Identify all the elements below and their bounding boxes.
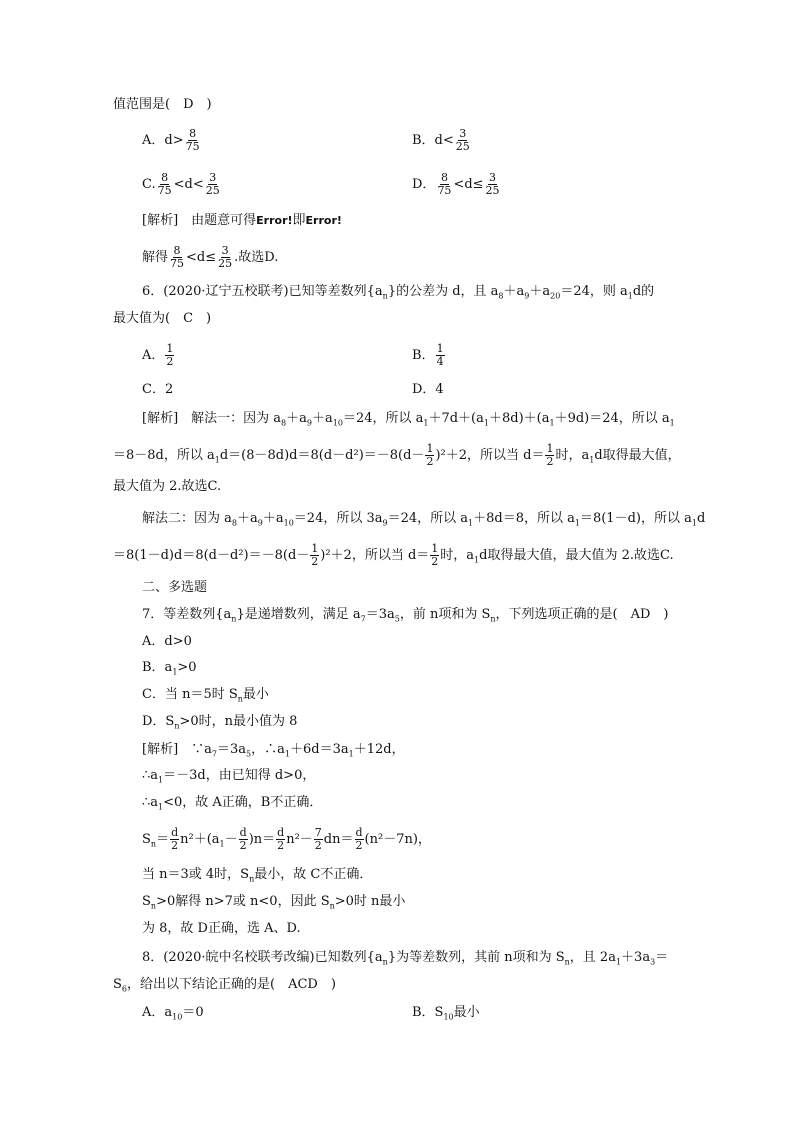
q8-stem: 8．(2020·皖中名校联考改编)已知数列$\{a_n\}$为等差数列，其前 n项和为 $S_n$，且 $2a_1+3a_3=$ (142, 950, 669, 967)
q8-stem-tail: $S_6$，给出以下结论正确的是( ACD ) (113, 977, 336, 994)
q7-stem: 7．等差数列$\{a_n\}$是递增数列，满足 $a_7=3a_5$，前 n项和为 $S_n$，下列选项正确的是( AD ) (142, 607, 669, 624)
q6-option-a: A． $\frac{1}{2}$ (142, 342, 174, 368)
q6-solution-1-line2: ＝8－8d，所以 $a_1d=(8-8d)d=8(d-d^2)=-8(d-$ $\frac{1}{2}$ )²＋2，所以当 d＝ $\frac{1}{2}$ 时，$a_1d$取得最大值， (113, 442, 681, 468)
q7-option-d: D．$S_n>0$时，n最小值为 8 (142, 714, 298, 731)
q6-option-d: D．4 (412, 382, 444, 397)
q5-analysis-result: 解得 $\frac{8}{75}$ <d≤ $\frac{3}{25}$ .故选D. (142, 244, 279, 270)
q6-stem: 6．(2020·辽宁五校联考)已知等差数列$\{a_n\}$的公差为 d，且 $a_8+a_9+a_{20}=24$，则 $a_1d$的 (142, 284, 655, 301)
q5-option-c: C. $\frac{8}{75}$ <d< $\frac{3}{25}$ (142, 171, 220, 197)
q6-solution-2-line1: 解法二：因为 $a_8+a_9+a_{10}=24$，所以 $3a_9=24$，所以 $a_1+8d=8$，所以 $a_1=8(1-d)$，所以 $a_1d$ (142, 511, 706, 528)
q7-option-a: A．d>0 (142, 634, 192, 649)
q6-stem-tail: 最大值为( C ) (113, 311, 212, 326)
q5-option-b: B．d< $\frac{3}{25}$ (412, 127, 470, 153)
q6-option-c: C．2 (142, 382, 174, 397)
q6-option-b: B． $\frac{1}{4}$ (412, 342, 444, 368)
q6-solution-1-line1: [解析] 解法一：因为 $a_8+a_9+a_{10}=24$，所以 $a_1+7d+(a_1+8d)+(a_1+9d)=24$，所以 $a_1$ (142, 411, 675, 428)
q5-option-d: D． $\frac{8}{75}$ <d≤ $\frac{3}{25}$ (412, 171, 500, 197)
q7-analysis-line1: [解析] $\because a_7=3a_5$，$\therefore a_1+6d=3a_1+12d$， (142, 742, 405, 759)
q5-option-a: A．d> $\frac{8}{75}$ (142, 127, 200, 153)
q5-stem-tail: 值范围是( D ) (113, 97, 212, 112)
q7-analysis-line6: $S_n>0$解得 n>7或 n<0，因此 $S_n>0$时 n最小 (142, 894, 406, 911)
q8-option-b: B．$S_{10}$最小 (412, 1005, 480, 1022)
q6-solution-2-line2: ＝8(1－d)d＝8(d－d²)＝－8(d－ $\frac{1}{2}$ )²＋2，所以当 d＝ $\frac{1}{2}$ 时，$a_1d$取得最大值，最大值为 2.故选C. (113, 542, 674, 568)
q7-option-c: C．当 n＝5时 $S_n$最小 (142, 687, 269, 704)
q7-analysis-line2: $\therefore a_1=-3d$，由已知得 d>0， (142, 768, 316, 785)
q7-analysis-line3: $\therefore a_1<0$，故 A正确，B不正确． (142, 795, 323, 812)
q7-option-b: B．$a_1>0$ (142, 660, 197, 677)
section-heading: 二、多选题 (142, 580, 208, 595)
q5-analysis: [解析] 由题意可得Error!即Error! (142, 213, 342, 228)
q7-analysis-line4: $S_n=$ $\frac{d}{2}$ $n^2+(a_1-$ $\frac{d}{2}$ )n＝ $\frac{d}{2}$ n²－ $\frac{7}{2}$ dn＝ $\frac{d}{2}$ (n²－7n)， (142, 826, 431, 852)
q8-option-a: A．$a_{10}=0$ (142, 1005, 204, 1022)
q7-analysis-line5: 当 n＝3或 4时，$S_n$最小，故 C不正确． (142, 867, 373, 884)
q7-analysis-line7: 为 8，故 D正确，选 A、D. (142, 921, 301, 936)
q6-solution-1-line3: 最大值为 2.故选C. (113, 479, 222, 494)
